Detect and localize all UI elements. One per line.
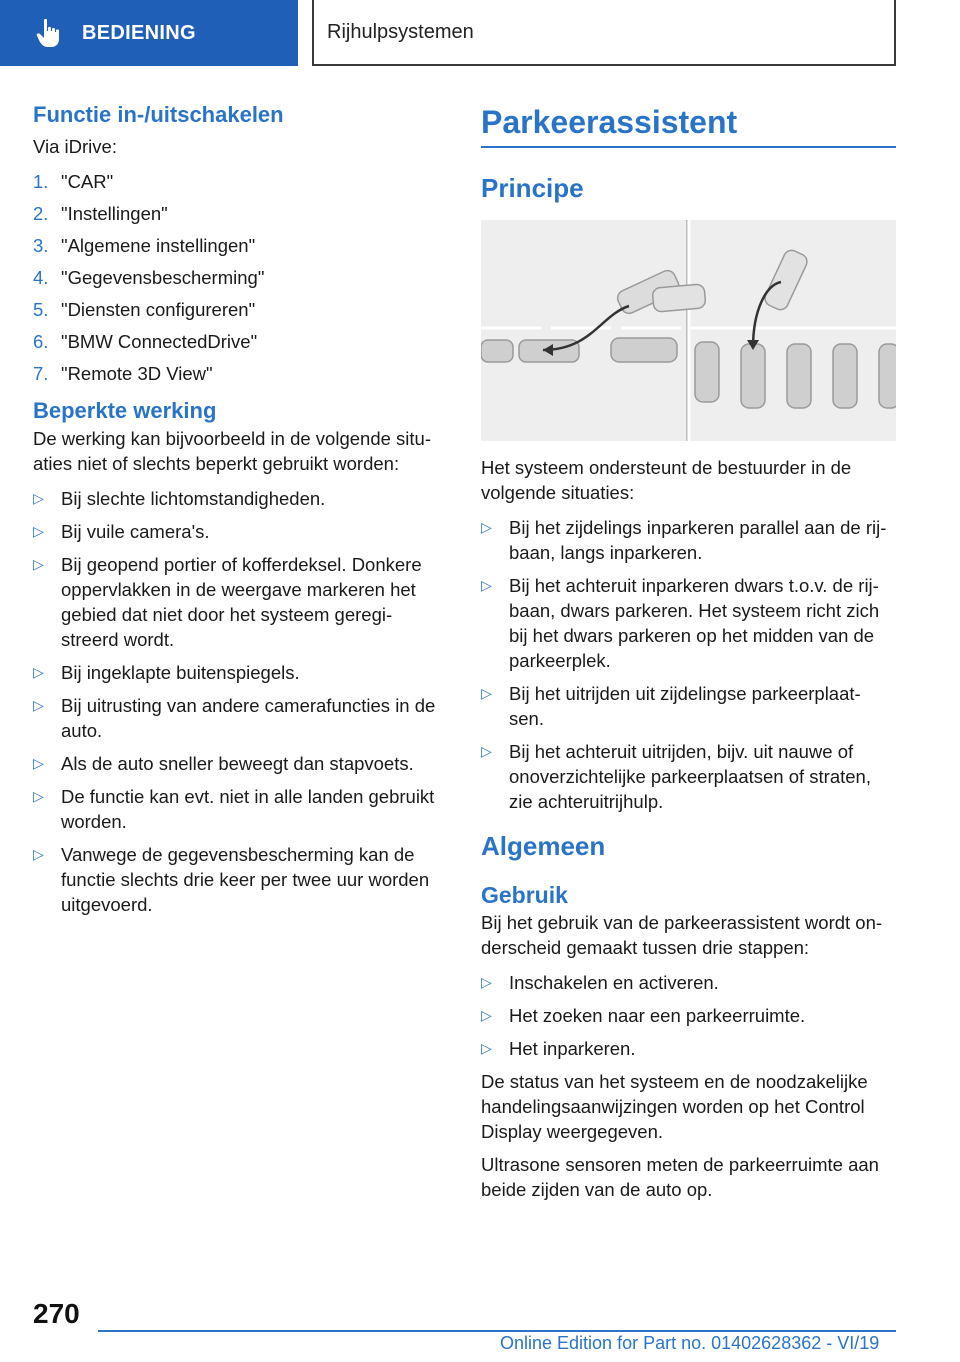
ultrasone-text: Ultrasone sensoren meten de parkeerruimte aan beide zijden van de auto op. — [481, 1154, 879, 1200]
triangle-bullet-icon: ▷ — [33, 697, 44, 713]
heading-parkeerassistent: Parkeerassistent — [481, 104, 738, 140]
list-item: 1. "CAR" — [33, 171, 114, 192]
heading-rule — [481, 146, 896, 148]
left-column — [33, 100, 448, 925]
triangle-bullet-icon: ▷ — [481, 974, 492, 990]
triangle-bullet-icon: ▷ — [33, 788, 44, 804]
list-item: ▷ Inschakelen en activeren. — [481, 972, 719, 993]
footer-rule — [98, 1330, 896, 1332]
list-item: ▷ Het zoeken naar een parkeerruimte. — [481, 1005, 806, 1026]
triangle-bullet-icon: ▷ — [33, 664, 44, 680]
triangle-bullet-icon: ▷ — [33, 490, 44, 506]
section-label: BEDIENING — [82, 21, 196, 44]
triangle-bullet-icon: ▷ — [33, 755, 44, 771]
gebruik-list — [481, 970, 896, 1061]
triangle-bullet-icon: ▷ — [481, 1007, 492, 1023]
heading-beperkte: Beperkte werking — [33, 398, 217, 423]
list-item: ▷ Het inparkeren. — [481, 1038, 636, 1059]
list-item: 7. "Remote 3D View" — [33, 363, 213, 384]
list-item: ▷ Bij het zijdelings inparkeren parallel aan de rij‐ baan, langs inparkeren. — [481, 517, 887, 563]
list-item: ▷ Bij het achteruit inparkeren dwars t.o.v. de rij‐ baan, dwars parkeren. Het systeem richt zich bij het dwars parkeren op het midden van de parkeerplek. — [481, 575, 880, 671]
list-item: ▷ Bij slechte lichtomstandigheden. — [33, 488, 326, 509]
triangle-bullet-icon: ▷ — [481, 1040, 492, 1056]
section-tab[interactable] — [0, 0, 298, 66]
status-text: De status van het systeem en de noodzakelijke handelingsaanwijzingen worden op het Control Display weergegeven. — [481, 1071, 868, 1142]
gebruik-text: Bij het gebruik van de parkeerassistent wordt on‐ derscheid gemaakt tussen drie stappen: — [481, 912, 883, 958]
list-item: 6. "BMW ConnectedDrive" — [33, 331, 258, 352]
list-item: ▷ De functie kan evt. niet in alle landen gebruikt worden. — [33, 786, 435, 832]
edition-text: Online Edition for Part no. 01402628362 - VI/19 — [500, 1333, 880, 1353]
list-item: ▷ Vanwege de gegevensbescherming kan de functie slechts drie keer per twee uur worden uitgevoerd. — [33, 844, 430, 915]
parking-illustration — [481, 220, 896, 441]
list-item: 4. "Gegevensbescherming" — [33, 267, 265, 288]
triangle-bullet-icon: ▷ — [33, 523, 44, 539]
beperkte-list — [33, 486, 448, 917]
via-idrive-text: Via iDrive: — [33, 136, 117, 157]
list-item: ▷ Bij het achteruit uitrijden, bijv. uit nauwe of onoverzichtelijke parkeerplaatsen of straten, zie achteruitrijhulp. — [481, 741, 871, 812]
beperkte-intro: De werking kan bijvoorbeeld in de volgende situ‐ aties niet of slechts beperkt gebruikt worden: — [33, 428, 431, 474]
chapter-title: Rijhulpsystemen — [327, 20, 474, 43]
list-item: 5. "Diensten configureren" — [33, 299, 256, 320]
list-item: ▷ Bij vuile camera's. — [33, 521, 210, 542]
list-item: 3. "Algemene instellingen" — [33, 235, 256, 256]
list-item: ▷ Bij ingeklapte buitenspiegels. — [33, 662, 300, 683]
right-column — [481, 100, 896, 1202]
list-item: 2. "Instellingen" — [33, 203, 168, 224]
triangle-bullet-icon: ▷ — [33, 846, 44, 862]
heading-functie: Functie in-/uitschakelen — [33, 102, 284, 127]
triangle-bullet-icon: ▷ — [481, 685, 492, 701]
triangle-bullet-icon: ▷ — [481, 577, 492, 593]
list-item: ▷ Bij geopend portier of kofferdeksel. Donkere oppervlakken in de weergave markeren het gebied dat niet door het systeem geregi‐ streerd wordt. — [33, 554, 422, 650]
principe-text: Het systeem ondersteunt de bestuurder in de volgende situaties: — [481, 457, 852, 503]
hand-pointer-icon — [34, 18, 64, 48]
heading-gebruik: Gebruik — [481, 882, 568, 908]
list-item: ▷ Bij het uitrijden uit zijdelingse parkeerplaat‐ sen. — [481, 683, 861, 729]
list-item: ▷ Bij uitrusting van andere camerafuncties in de auto. — [33, 695, 436, 741]
triangle-bullet-icon: ▷ — [481, 743, 492, 759]
list-item: ▷ Als de auto sneller beweegt dan stapvoets. — [33, 753, 414, 774]
principe-list — [481, 515, 896, 814]
triangle-bullet-icon: ▷ — [481, 519, 492, 535]
triangle-bullet-icon: ▷ — [33, 556, 44, 572]
page-number: 270 — [33, 1298, 80, 1329]
heading-algemeen: Algemeen — [481, 831, 606, 861]
heading-principe: Principe — [481, 173, 584, 203]
steps-list — [33, 169, 448, 386]
chapter-header — [312, 0, 896, 66]
